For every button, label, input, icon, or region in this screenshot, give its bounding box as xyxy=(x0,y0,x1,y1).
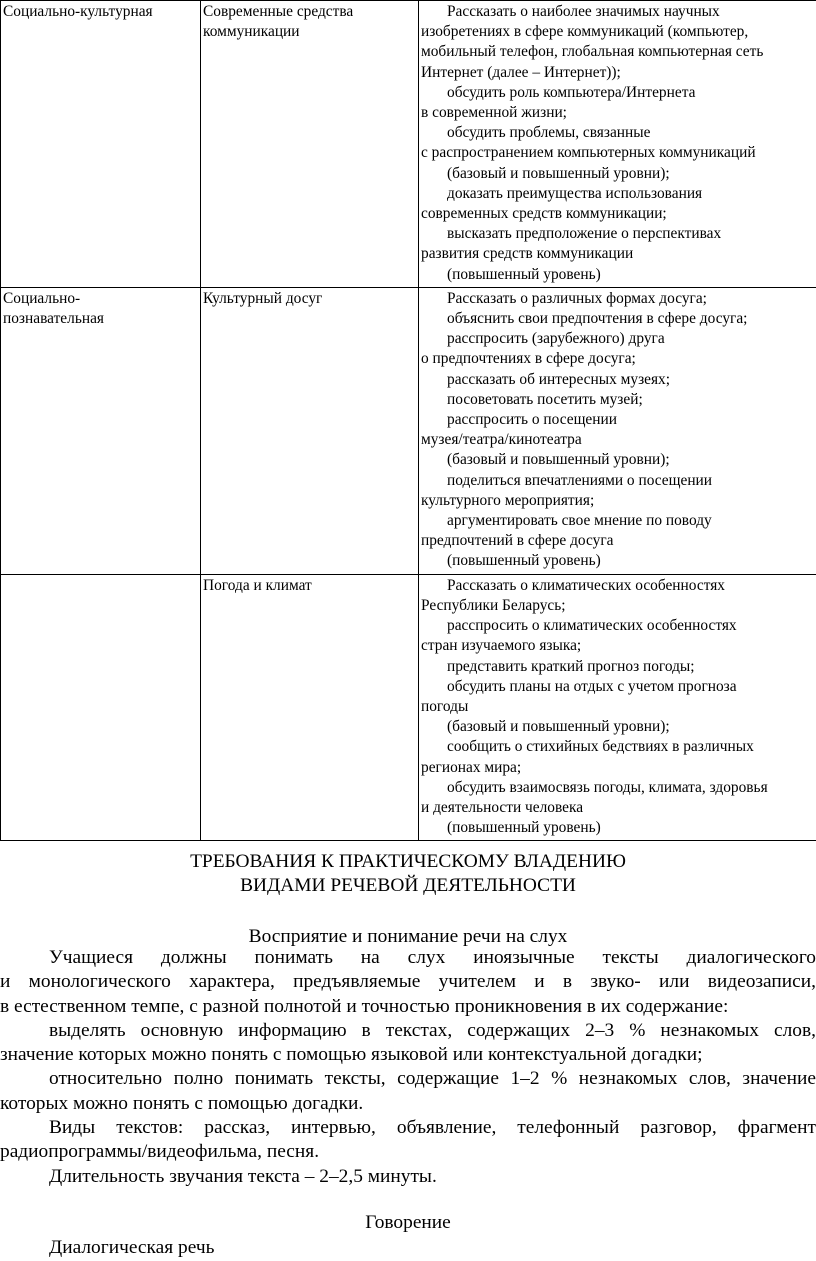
skill-line: (базовый и повышенный уровни); xyxy=(447,718,670,736)
skill-line: Интернет (далее – Интернет)); xyxy=(421,63,621,81)
skill-line: с распространением компьютерных коммуникаций xyxy=(421,144,756,162)
sphere-cell xyxy=(1,287,201,574)
speaking-heading: Говорение xyxy=(365,1212,451,1233)
skill-line: обсудить взаимосвязь погоды, климата, здоровья xyxy=(447,778,768,796)
sphere-label: Социально- xyxy=(3,289,81,307)
skill-line: расспросить (зарубежного) друга xyxy=(447,330,665,348)
table-row xyxy=(1,287,816,574)
topic-label: Культурный досуг xyxy=(203,289,323,307)
skill-line: развития средств коммуникации xyxy=(421,245,634,263)
topic-label: Погода и климат xyxy=(203,576,312,594)
sphere-label: Социально-культурная xyxy=(3,3,153,20)
paragraph-line: в естественном темпе, с разной полнотой и точностью проникновения в их содержание: xyxy=(0,995,729,1017)
skill-line: Республики Беларусь; xyxy=(421,596,566,614)
skill-line: высказать предположение о перспективах xyxy=(447,225,722,243)
topic-cell xyxy=(201,1,419,288)
skill-line: сообщить о стихийных бедствиях в различных xyxy=(447,738,754,756)
skill-line: Рассказать о климатических особенностях xyxy=(447,576,725,594)
paragraph-line: Виды текстов: рассказ, интервью, объявление, телефонный разговор, фрагмент xyxy=(49,1117,816,1139)
skills-cell xyxy=(419,1,816,288)
paragraph-line: которых можно понять с помощью догадки. xyxy=(0,1092,364,1114)
skills-cell xyxy=(419,287,816,574)
skill-line: стран изучаемого языка; xyxy=(421,637,582,655)
dialogue-label: Диалогическая речь xyxy=(49,1237,215,1258)
skill-line: обсудить планы на отдых с учетом прогноза xyxy=(447,677,737,695)
skill-line: расспросить о климатических особенностях xyxy=(447,617,737,635)
skill-line: современных средств коммуникации; xyxy=(421,205,667,223)
skill-line: Рассказать о различных формах досуга; xyxy=(447,289,707,307)
skill-line: в современной жизни; xyxy=(421,104,567,122)
skill-line: (повышенный уровень) xyxy=(447,265,601,283)
skill-line: предпочтений в сфере досуга xyxy=(421,532,614,550)
sphere-cell xyxy=(1,574,201,841)
paragraph-line: значение которых можно понять с помощью языковой или контекстуальной догадки; xyxy=(0,1044,703,1066)
skill-line: посоветовать посетить музей; xyxy=(447,390,643,408)
skill-line: музея/театра/кинотеатра xyxy=(421,431,582,449)
skill-line: регионах мира; xyxy=(421,758,522,776)
skill-line: изобретениях в сфере коммуникаций (компьютер, xyxy=(421,23,749,41)
skill-line: (базовый и повышенный уровни); xyxy=(447,164,670,182)
topic-cell xyxy=(201,287,419,574)
paragraph-line: радиопрограммы/видеофильма, песня. xyxy=(0,1141,320,1163)
skill-line: рассказать об интересных музеях; xyxy=(447,370,671,388)
skill-line: обсудить проблемы, связанные xyxy=(447,124,651,142)
skill-line: доказать преимущества использования xyxy=(447,184,703,202)
topic-label: Современные средства xyxy=(203,3,354,20)
section-title-line-1: ТРЕБОВАНИЯ К ПРАКТИЧЕСКОМУ ВЛАДЕНИЮ xyxy=(190,851,626,872)
paragraph-line: и монологического характера, предъявляемые учителем и в звуко- или видеозаписи, xyxy=(0,971,816,993)
skill-line: (базовый и повышенный уровни); xyxy=(447,451,670,469)
paragraph-line: Учащиеся должны понимать на слух иноязычные тексты диалогического xyxy=(49,947,816,968)
skill-line: объяснить свои предпочтения в сфере досуга; xyxy=(447,310,748,328)
skill-line: культурного мероприятия; xyxy=(421,491,595,509)
sphere-cell xyxy=(1,1,201,288)
skill-line: поделиться впечатлениями о посещении xyxy=(447,471,713,489)
skill-line: мобильный телефон, глобальная компьютерная сеть xyxy=(421,43,764,61)
sphere-label: познавательная xyxy=(3,310,104,328)
section-title-line-2: ВИДАМИ РЕЧЕВОЙ ДЕЯТЕЛЬНОСТИ xyxy=(240,875,576,896)
listening-heading: Восприятие и понимание речи на слух xyxy=(248,926,568,947)
skill-line: обсудить роль компьютера/Интернета xyxy=(447,83,696,101)
topics-table-body xyxy=(1,1,816,841)
topic-label: коммуникации xyxy=(203,23,300,41)
table-row xyxy=(1,574,816,841)
skill-line: Рассказать о наиболее значимых научных xyxy=(447,3,720,20)
paragraph-line: относительно полно понимать тексты, содержащие 1–2 % незнакомых слов, значение xyxy=(49,1068,816,1090)
skill-line: аргументировать свое мнение по поводу xyxy=(447,512,712,530)
paragraph-line: выделять основную информацию в текстах, содержащих 2–3 % незнакомых слов, xyxy=(49,1019,816,1041)
topic-cell xyxy=(201,574,419,841)
skill-line: (повышенный уровень) xyxy=(447,819,601,837)
skills-cell xyxy=(419,574,816,841)
skill-line: о предпочтениях в сфере досуга; xyxy=(421,350,636,368)
paragraph-line: Длительность звучания текста – 2–2,5 минуты. xyxy=(49,1165,437,1187)
table-row xyxy=(1,1,816,288)
skill-line: (повышенный уровень) xyxy=(447,552,601,570)
listening-paragraphs xyxy=(0,946,816,1189)
skill-line: и деятельности человека xyxy=(421,798,584,816)
skill-line: расспросить о посещении xyxy=(447,411,617,429)
skill-line: представить краткий прогноз погоды; xyxy=(447,657,695,675)
skill-line: погоды xyxy=(421,697,469,715)
